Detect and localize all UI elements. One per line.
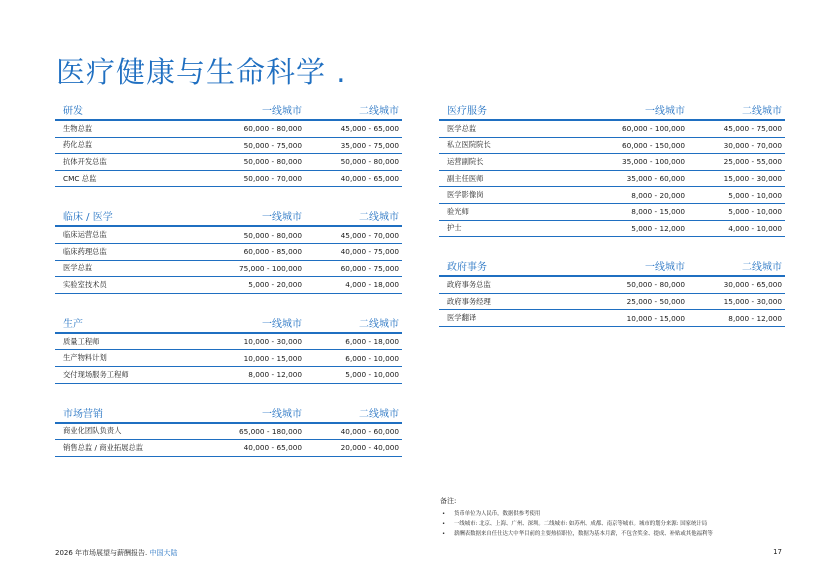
salary-tier2: 4,000 - 18,000 <box>345 280 399 290</box>
job-title: 护士 <box>447 223 462 233</box>
table-row <box>55 138 402 155</box>
salary-tier2: 20,000 - 40,000 <box>340 443 399 453</box>
job-title: 药化总监 <box>63 140 93 150</box>
salary-tier2: 45,000 - 75,000 <box>723 124 782 134</box>
page-title: 医疗健康与生命科学 . <box>56 55 347 89</box>
salary-tier1: 35,000 - 100,000 <box>622 157 685 167</box>
section-title: 市场营销 <box>63 408 103 420</box>
salary-tier1: 5,000 - 12,000 <box>631 223 685 233</box>
column-header-tier1: 一线城市 <box>262 408 302 420</box>
column-header-tier2: 二线城市 <box>359 408 399 420</box>
notes-list <box>440 509 800 539</box>
salary-tier1: 40,000 - 65,000 <box>243 443 302 453</box>
table-row <box>55 171 402 188</box>
salary-tier1: 75,000 - 100,000 <box>239 263 302 273</box>
table-row <box>55 121 402 138</box>
table-header <box>55 104 402 121</box>
salary-tier2: 15,000 - 30,000 <box>723 174 782 184</box>
section-title: 生产 <box>63 318 83 330</box>
salary-tier2: 60,000 - 75,000 <box>340 263 399 273</box>
table-row <box>439 121 785 138</box>
job-title: 商业化团队负责人 <box>63 426 122 436</box>
bullet-icon: • <box>442 521 446 527</box>
table-row <box>55 350 402 367</box>
bullet-icon: • <box>442 531 446 537</box>
job-title: CMC 总监 <box>63 173 97 183</box>
note-item <box>440 509 800 519</box>
table-row <box>439 204 785 221</box>
salary-tier1: 60,000 - 100,000 <box>622 124 685 134</box>
left-column <box>55 104 402 480</box>
salary-tier1: 5,000 - 20,000 <box>248 280 302 290</box>
salary-tier1: 65,000 - 180,000 <box>239 426 302 436</box>
table-row <box>55 440 402 457</box>
job-title: 质量工程师 <box>63 336 100 346</box>
note-text: 货币单位为人民币，数据供参考使用 <box>454 511 541 517</box>
salary-tier2: 40,000 - 65,000 <box>340 174 399 184</box>
column-header-tier2: 二线城市 <box>742 106 782 117</box>
right-column <box>439 104 785 350</box>
salary-tier2: 30,000 - 65,000 <box>723 280 782 290</box>
salary-tier2: 6,000 - 18,000 <box>345 337 399 347</box>
notes <box>440 496 800 539</box>
table-row <box>55 244 402 261</box>
job-title: 运营副院长 <box>447 156 484 166</box>
job-title: 验光师 <box>447 206 469 216</box>
salary-tier1: 50,000 - 75,000 <box>243 140 302 150</box>
salary-tier1: 8,000 - 20,000 <box>631 190 685 200</box>
salary-table <box>55 407 402 457</box>
salary-tier1: 10,000 - 15,000 <box>243 353 302 363</box>
salary-table <box>55 210 402 293</box>
job-title: 抗体开发总监 <box>63 156 107 166</box>
salary-tier1: 8,000 - 15,000 <box>631 207 685 217</box>
salary-tier2: 25,000 - 55,000 <box>723 157 782 167</box>
job-title: 政府事务总监 <box>447 279 491 289</box>
note-text: 一线城市: 北京、上海、广州、深圳。二线城市: 如苏州、成都、南京等城市。城市的划分来源: 国家统计局 <box>454 521 708 527</box>
table-row <box>439 294 785 311</box>
salary-tier2: 40,000 - 75,000 <box>340 247 399 257</box>
salary-tier2: 5,000 - 10,000 <box>728 190 782 200</box>
salary-tier2: 5,000 - 10,000 <box>345 370 399 380</box>
salary-tier1: 50,000 - 80,000 <box>243 157 302 167</box>
column-header-tier1: 一线城市 <box>262 106 302 117</box>
salary-tier1: 10,000 - 30,000 <box>243 337 302 347</box>
salary-tier2: 45,000 - 70,000 <box>340 230 399 240</box>
salary-tier1: 60,000 - 150,000 <box>622 140 685 150</box>
salary-tier2: 50,000 - 80,000 <box>340 157 399 167</box>
job-title: 临床药理总监 <box>63 246 107 256</box>
salary-tier1: 60,000 - 80,000 <box>243 124 302 134</box>
column-header-tier2: 二线城市 <box>742 262 782 274</box>
section-title: 医疗服务 <box>447 106 487 117</box>
column-header-tier2: 二线城市 <box>359 212 399 224</box>
table-row <box>439 171 785 188</box>
table-row <box>55 261 402 278</box>
table-row <box>55 154 402 171</box>
job-title: 医学影像岗 <box>447 190 484 200</box>
job-title: 副主任医师 <box>447 173 484 183</box>
job-title: 医学总监 <box>63 263 93 273</box>
job-title: 医学总监 <box>447 123 477 133</box>
salary-tier2: 8,000 - 12,000 <box>728 313 782 323</box>
table-row <box>439 138 785 155</box>
note-text: 薪酬表数据来自任仕达大中华目前的主要热招职位，数据为基本月薪，不包含奖金、提成、补贴或其他福利等 <box>454 531 713 537</box>
table-row <box>55 334 402 351</box>
salary-table <box>439 104 785 237</box>
column-header-tier1: 一线城市 <box>262 318 302 330</box>
table-row <box>55 424 402 441</box>
salary-tier1: 25,000 - 50,000 <box>626 297 685 307</box>
notes-title: 备注: <box>440 497 457 505</box>
job-title: 私立医院院长 <box>447 140 491 150</box>
salary-tier2: 40,000 - 60,000 <box>340 426 399 436</box>
note-item <box>440 529 800 539</box>
job-title: 生物总监 <box>63 123 93 133</box>
table-header <box>439 104 785 121</box>
job-title: 销售总监 / 商业拓展总监 <box>63 442 144 452</box>
salary-table <box>439 260 785 327</box>
salary-tier2: 5,000 - 10,000 <box>728 207 782 217</box>
section-title: 临床 / 医学 <box>63 212 113 224</box>
table-header <box>55 210 402 227</box>
salary-tier1: 35,000 - 60,000 <box>626 174 685 184</box>
table-row <box>55 227 402 244</box>
column-header-tier1: 一线城市 <box>645 106 685 117</box>
footer-report <box>55 548 178 558</box>
salary-tier2: 6,000 - 10,000 <box>345 353 399 363</box>
section-title: 研发 <box>63 106 83 117</box>
table-row <box>439 221 785 238</box>
footer-region: 中国大陆 <box>149 549 178 557</box>
salary-tier1: 60,000 - 85,000 <box>243 247 302 257</box>
table-header <box>55 407 402 424</box>
table-row <box>439 154 785 171</box>
footer-report-title: 2026 年市场展望与薪酬报告. <box>55 549 148 557</box>
column-header-tier1: 一线城市 <box>262 212 302 224</box>
note-item <box>440 519 800 529</box>
salary-table <box>55 104 402 187</box>
salary-tier1: 50,000 - 80,000 <box>626 280 685 290</box>
bullet-icon: • <box>442 511 446 517</box>
table-row <box>439 310 785 327</box>
column-header-tier2: 二线城市 <box>359 318 399 330</box>
job-title: 交付现场服务工程师 <box>63 369 129 379</box>
salary-tier1: 50,000 - 70,000 <box>243 174 302 184</box>
salary-tier2: 4,000 - 10,000 <box>728 223 782 233</box>
salary-tier1: 50,000 - 80,000 <box>243 230 302 240</box>
salary-tier2: 35,000 - 75,000 <box>340 140 399 150</box>
table-header <box>55 317 402 334</box>
section-title: 政府事务 <box>447 262 487 274</box>
column-header-tier2: 二线城市 <box>359 106 399 117</box>
job-title: 实验室技术员 <box>63 279 107 289</box>
table-row <box>439 187 785 204</box>
salary-tier1: 8,000 - 12,000 <box>248 370 302 380</box>
page-number: 17 <box>773 548 782 556</box>
salary-tier1: 10,000 - 15,000 <box>626 313 685 323</box>
table-row <box>55 277 402 294</box>
job-title: 医学翻译 <box>447 313 477 323</box>
table-row <box>55 367 402 384</box>
job-title: 政府事务经理 <box>447 296 491 306</box>
table-header <box>439 260 785 277</box>
job-title: 生产物料计划 <box>63 353 107 363</box>
table-row <box>439 277 785 294</box>
job-title: 临床运营总监 <box>63 230 107 240</box>
salary-tier2: 30,000 - 70,000 <box>723 140 782 150</box>
column-header-tier1: 一线城市 <box>645 262 685 274</box>
salary-table <box>55 317 402 384</box>
salary-tier2: 15,000 - 30,000 <box>723 297 782 307</box>
salary-tier2: 45,000 - 65,000 <box>340 124 399 134</box>
